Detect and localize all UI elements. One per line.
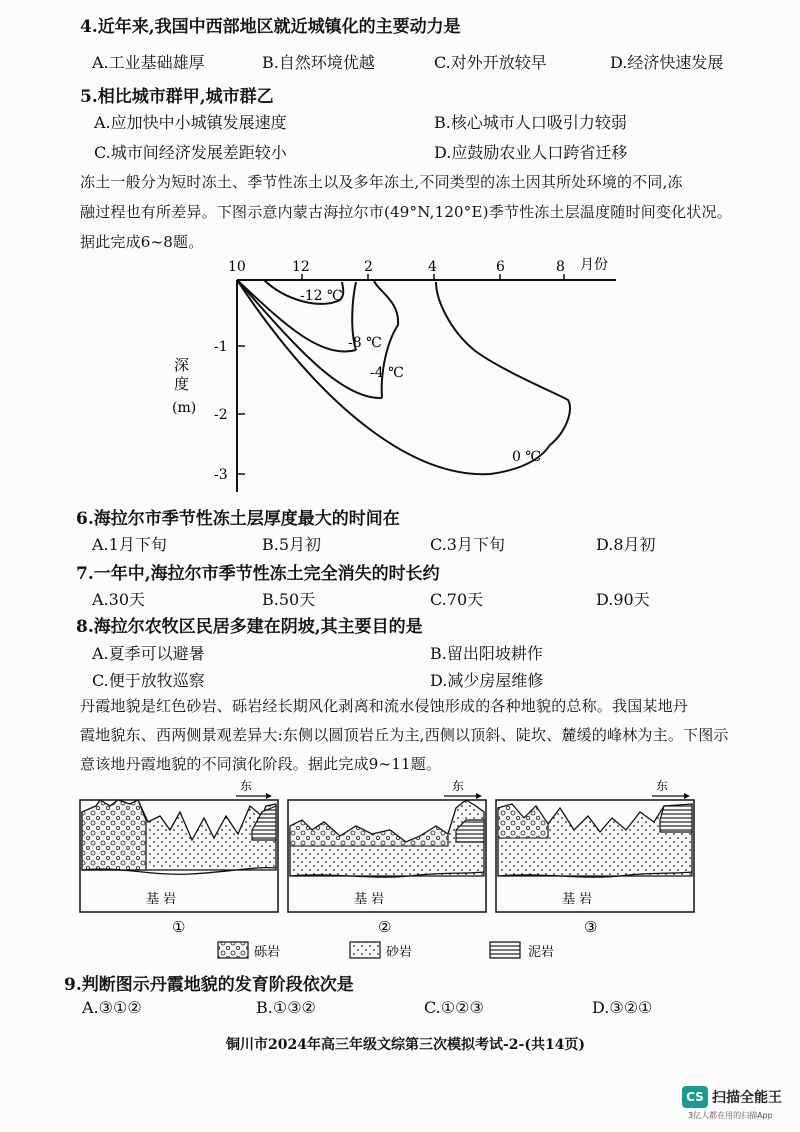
label-0: 0 ℃ [512, 449, 542, 465]
question-4-stem: 4.近年来,我国中西部地区就近城镇化的主要动力是 [80, 17, 461, 37]
q7-option-d: D.90天 [596, 590, 650, 609]
q9-option-c: C.①②③ [424, 998, 484, 1017]
q8-option-d: D.减少房屋维修 [430, 671, 544, 690]
q5-option-c: C.城市间经济发展差距较小 [94, 143, 287, 162]
y-tick-minus2: -2 [214, 407, 228, 423]
panel-label-3: ③ [584, 918, 598, 936]
q5-option-a: A.应加快中小城镇发展速度 [94, 113, 287, 132]
q7-option-b: B.50天 [262, 590, 316, 609]
legend-mud: 泥岩 [528, 945, 555, 960]
x-tick-4: 4 [428, 259, 437, 275]
question-9-stem: 9.判断图示丹霞地貌的发育阶段依次是 [64, 975, 354, 995]
bedrock-label-3: 基 岩 [562, 892, 593, 907]
q4-option-d: D.经济快速发展 [610, 53, 724, 72]
legend-sand-swatch [350, 942, 380, 958]
q6-option-a: A.1月下旬 [92, 535, 167, 554]
question-5-stem: 5.相比城市群甲,城市群乙 [80, 87, 274, 107]
x-tick-10: 10 [228, 259, 246, 275]
q6-option-b: B.5月初 [262, 535, 322, 554]
q9-option-a: A.③①② [82, 998, 142, 1017]
passage1-line3: 据此完成6~8题。 [80, 233, 204, 251]
label-minus12: -12 ℃ [300, 288, 343, 304]
x-axis-unit: 月份 [580, 257, 608, 273]
panel-3 [496, 779, 694, 936]
direction-label-3: 东 [656, 779, 669, 793]
camscanner-logo: CS [682, 1086, 708, 1108]
panel-1 [80, 779, 278, 936]
passage2-line3: 意该地丹霞地貌的不同演化阶段。据此完成9~11题。 [80, 755, 442, 773]
q5-option-b: B.核心城市人口吸引力较弱 [434, 113, 627, 132]
panel-label-1: ① [172, 918, 186, 936]
q5-option-d: D.应鼓励农业人口跨省迁移 [434, 143, 628, 162]
passage2-line1: 丹霞地貌是红色砂岩、砾岩经长期风化剥离和流水侵蚀形成的各种地貌的总称。我国某地丹 [80, 697, 689, 715]
passage1-line2: 融过程也有所差异。下图示意内蒙古海拉尔市(49°N,120°E)季节性冻土层温度随时间变化状况。 [80, 203, 732, 221]
label-minus4: -4 ℃ [370, 365, 404, 381]
q6-option-c: C.3月下旬 [430, 535, 505, 554]
direction-label-2: 东 [452, 779, 465, 793]
direction-label-1: 东 [240, 779, 253, 793]
x-tick-12: 12 [292, 259, 310, 275]
q8-option-a: A.夏季可以避暑 [92, 644, 205, 663]
legend-mud-swatch [490, 942, 520, 958]
q7-option-a: A.30天 [92, 590, 146, 609]
legend-gravel: 砾岩 [254, 945, 281, 960]
q9-option-b: B.①③② [256, 998, 316, 1017]
passage1-line1: 冻土一般分为短时冻土、季节性冻土以及多年冻土,不同类型的冻土因其所处环境的不同,冻 [80, 173, 683, 191]
q7-option-c: C.70天 [430, 590, 484, 609]
label-minus8: -8 ℃ [348, 335, 382, 351]
legend-gravel-swatch [218, 942, 248, 958]
y-tick-minus3: -3 [214, 467, 228, 483]
question-8-stem: 8.海拉尔农牧区民居多建在阴坡,其主要目的是 [76, 617, 423, 637]
q4-option-b: B.自然环境优越 [262, 53, 375, 72]
x-tick-6: 6 [496, 259, 505, 275]
y-label-char2: 度 [174, 375, 190, 393]
question-6-stem: 6.海拉尔市季节性冻土层厚度最大的时间在 [76, 509, 400, 529]
q6-option-d: D.8月初 [596, 535, 656, 554]
y-label-char1: 深 [174, 356, 190, 374]
panel-label-2: ② [378, 918, 392, 936]
panel-2 [288, 779, 486, 936]
page-footer: 铜川市2024年高三年级文综第三次模拟考试-2-(共14页) [226, 1037, 586, 1053]
bedrock-label-2: 基 岩 [354, 892, 385, 907]
bedrock-label-1: 基 岩 [146, 892, 177, 907]
question-7-stem: 7.一年中,海拉尔市季节性冻土完全消失的时长约 [76, 564, 440, 584]
x-tick-8: 8 [556, 259, 565, 275]
watermark-title: 扫描全能王 [712, 1090, 782, 1106]
q8-option-c: C.便于放牧巡察 [92, 671, 205, 690]
q4-option-a: A.工业基础雄厚 [92, 53, 205, 72]
legend-sand: 砂岩 [386, 945, 413, 960]
x-tick-2: 2 [364, 259, 373, 275]
passage2-line2: 霞地貌东、西两侧景观差异大:东侧以圆顶岩丘为主,西侧以顶斜、陡坎、麓缓的峰林为主。下图示 [80, 726, 729, 744]
y-unit: (m) [172, 400, 197, 416]
y-tick-minus1: -1 [214, 339, 228, 355]
q4-option-c: C.对外开放较早 [434, 53, 547, 72]
watermark-subtitle: 3亿人都在用的扫描App [688, 1111, 773, 1120]
q8-option-b: B.留出阳坡耕作 [430, 644, 543, 663]
q9-option-d: D.③②① [592, 998, 653, 1017]
